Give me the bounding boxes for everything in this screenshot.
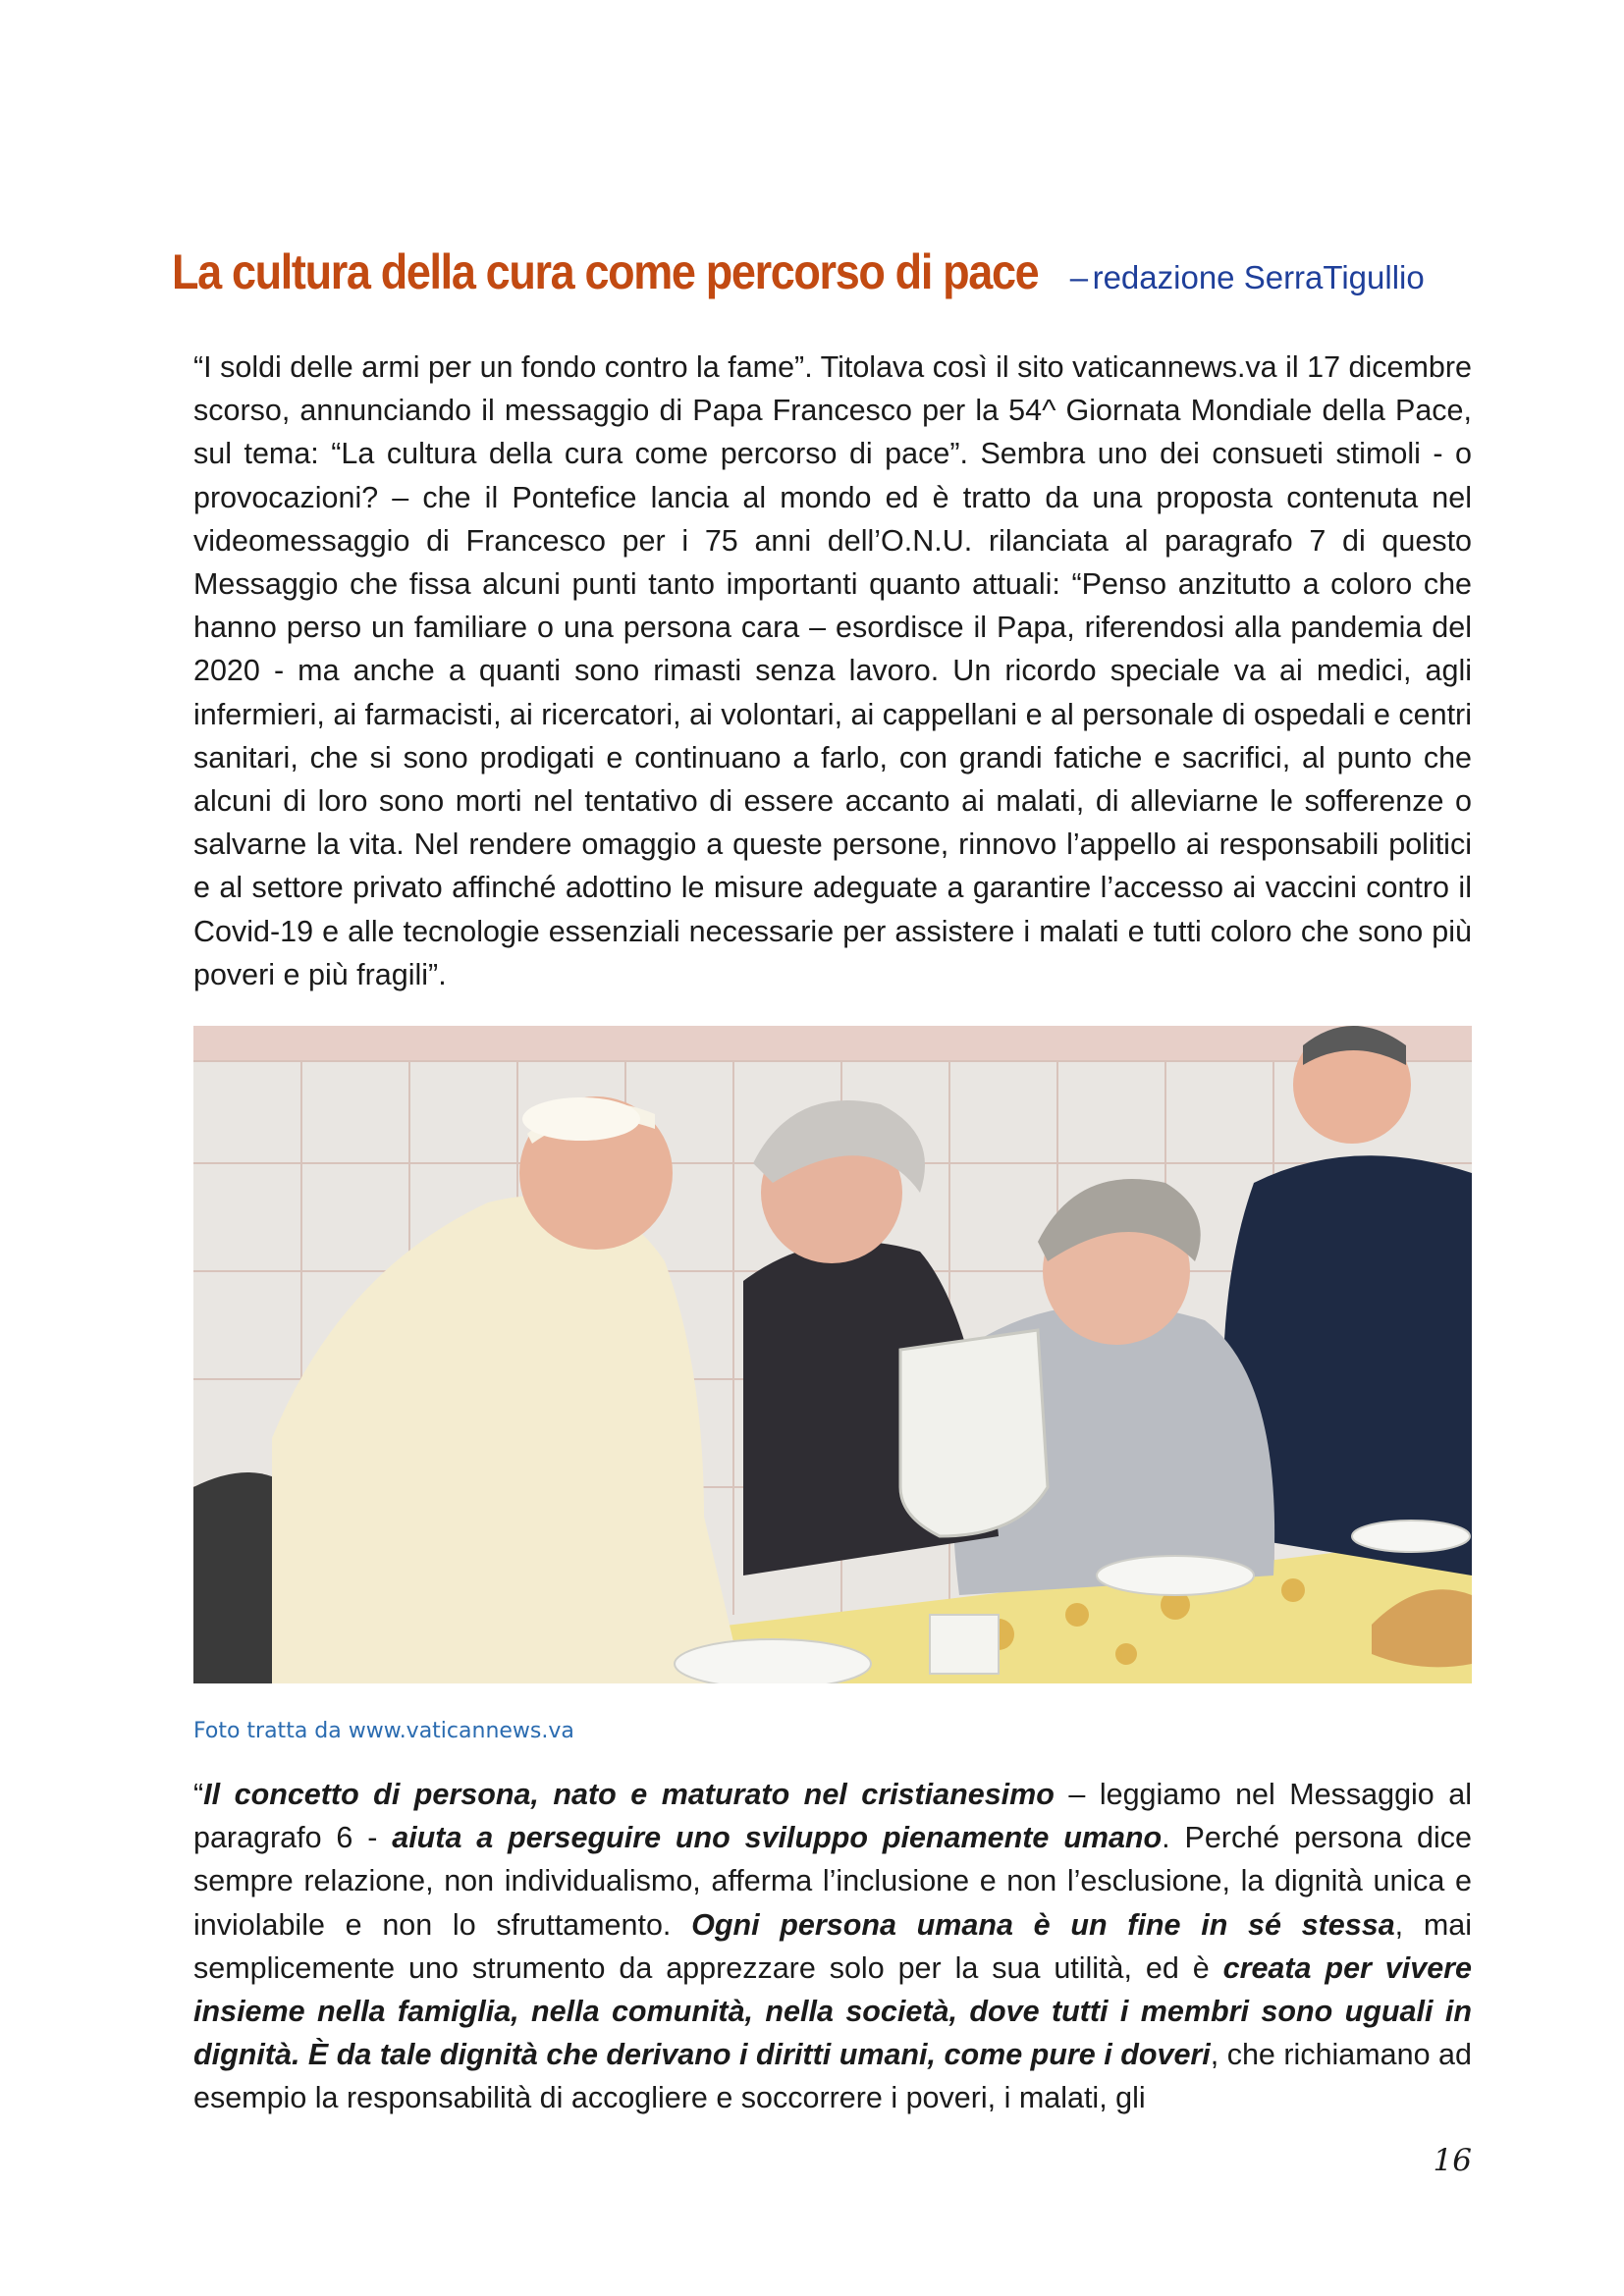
photo-caption: Foto tratta da www.vaticannews.va	[193, 1719, 574, 1743]
emphasis-1: Il concetto di persona, nato e maturato nel cristianesimo	[203, 1778, 1055, 1811]
page-number: 16	[1433, 2143, 1472, 2178]
paragraph-intro: “I soldi delle armi per un fondo contro la fame”. Titolava così il sito vaticannews.va il 17 dicembre scorso, annunciando il messaggio di Papa Francesco per la 54^ Giornata Mondiale della Pace, sul tema: “La cultura della cura come percorso di pace”. Sembra uno dei consueti stimoli - o provocazioni? – che il Pontefice lancia al mondo ed è tratto da una proposta contenuta nel videomessaggio di Francesco per i 75 anni dell’O.N.U. rilanciata al paragrafo 7 di questo Messaggio che fissa alcuni punti tanto importanti quanto attuali: “Penso anzitutto a coloro che hanno perso un familiare o una persona cara – esordisce il Papa, riferendosi alla pandemia del 2020 - ma anche a quanti sono rimasti senza lavoro. Un ricordo speciale va ai medici, agli infermieri, ai farmacisti, ai ricercatori, ai volontari, ai cappellani e al personale di ospedali e centri sanitari, che si sono prodigati e continuano a farlo, con grandi fatiche e sacrifici, al punto che alcuni di loro sono morti nel tentativo di essere accanto ai malati, di alleviarne le sofferenze o salvarne la vita. Nel rendere omaggio a queste persone, rinnovo l’appello ai responsabili politici e al settore privato affinché adottino le misure adeguate a garantire l’accesso ai vaccini contro il Covid-19 e alle tecnologie essenziali necessarie per assistere i malati e tutti coloro che sono più poveri e più fragili”.	[193, 350, 1472, 991]
emphasis-3: Ogni persona umana è un fine in sé stessa	[691, 1907, 1395, 1942]
article-photo	[193, 1026, 1472, 1683]
emphasis-2: aiuta a perseguire uno sviluppo pienamente umano	[392, 1821, 1163, 1855]
article-title-row	[172, 243, 1468, 300]
article-author: redazione SerraTigullio	[1092, 259, 1425, 295]
title-separator: –	[1069, 259, 1089, 295]
article-title: La cultura della cura come percorso di pace	[172, 244, 1039, 299]
emphasis-4: creata per vivere insieme nella famiglia, nella comunità, nella società, dove tutti i membri sono uguali in dignità. È da tale dignità che derivano i diritti umani, come pure i doveri	[193, 1950, 1473, 2072]
text-3: . Perché persona dice sempre relazione, non individualismo, afferma l’inclusione e non l’esclusione, la dignità unica e inviolabile e non lo sfruttamento.	[193, 1821, 1472, 1942]
text-4: , mai semplicemente uno strumento da apprezzare solo per la sua utilità, ed è	[193, 1907, 1473, 1985]
text-5: , che richiamano ad esempio la responsabilità di accogliere e soccorrere i poveri, i malati, gli	[193, 2038, 1472, 2115]
open-quote: “	[193, 1778, 204, 1811]
paragraph-persona	[193, 1773, 1472, 2120]
text-2: – leggiamo nel Messaggio al paragrafo 6 -	[193, 1778, 1472, 1855]
